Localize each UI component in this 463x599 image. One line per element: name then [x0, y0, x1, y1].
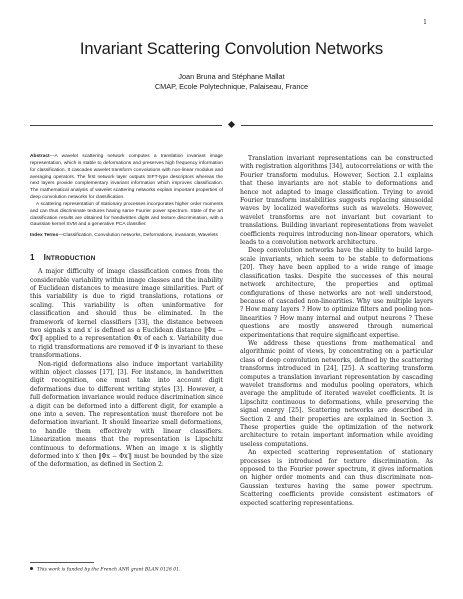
index-terms-paragraph — [30, 233, 223, 240]
body-paragraph: An expected scattering representation of stationary processes is introduced for texture discrimination. As opposed to the Fourier power spectrum, it gives information on higher order moments and can thus discriminate non-Gaussian textures having the same power spectrum. Scattering coefficients provide consistent estimators of expected scattering representations. — [240, 449, 433, 507]
body-paragraph: Translation invariant representations can be constructed with registration algorithms [34], autocorrelations or with the Fourier transform modulus. However, Section 2.1 explains that these invariants are not stable to deformations and hence not adapted to image classification. Trying to avoid Fourier transform instabilities suggests replacing sinusoidal waves by localized waveforms such as wavelets. However, wavelet transforms are not invariant but covariant to translations. Building invariant representations from wavelet coefficients requires introducing non-linear operators, which leads to a convolution network architecture. — [240, 155, 433, 247]
right-column — [240, 155, 433, 508]
section-number: 1 — [30, 253, 35, 263]
abstract-label: Abstract — [30, 154, 50, 159]
index-terms-text: —Classification, Convolution networks, Deformations, invariants, Wavelets — [58, 233, 218, 239]
left-column — [30, 154, 223, 470]
section-heading — [30, 253, 223, 262]
page-number: 1 — [423, 19, 427, 26]
footnote-rule — [30, 562, 94, 563]
author-block — [0, 72, 463, 92]
index-terms-label: Index Terms — [30, 233, 59, 239]
body-paragraph: Deep convolution networks have the ability to build large-scale invariants, which seem to be stable to deformations [20]. They have been applied to a wide range of image classification tasks. Despite the successes of this neural network architecture, the properties and optimal configurations of these networks are not well understood, because of cascaded non-linearities. Why use multiple layers ? How many layers ? How to optimize filters and pooling non-linearities ? How many internal and output neurons ? These questions are mostly answered through numerical experimentations that require significant expertise. — [240, 247, 433, 339]
section-title-initial: I — [43, 253, 47, 263]
abstract — [30, 154, 223, 229]
right-body — [240, 155, 433, 508]
abstract-paragraph-1 — [30, 154, 223, 202]
footnote-text: This work is funded by the French ANR grant BLAN 0126 01. — [37, 567, 181, 573]
affiliation: CMAP, Ecole Polytechnique, Palaiseau, France — [154, 82, 309, 91]
body-paragraph: A major difficulty of image classification comes from the considerable variability within image classes and the inability of Euclidean distances to measure image similarities. Part of this variability is due to rigid translations, rotations or scaling. This variability is often uninformative for classification and should thus be eliminated. In the framework of kernel classifiers [33], the distance between two signals x and x′ is defined as a Euclidean distance ‖Φx − Φx′‖ applied to a representation Φx of each x. Variability due to rigid transformations are removed if Φ is invariant to these transformations. — [30, 268, 223, 360]
paper-title: Invariant Scattering Convolution Networks — [79, 40, 384, 58]
abstract-paragraph-2: A scattering representation of stationary processes incorporates higher order moments and can thus discriminate textures having same Fourier power spectrum. State of the art classification results are obtained for handwritten digits and texture discrimination, with a Gaussian kernel SVM and a generative PCA classifier. — [30, 201, 223, 228]
separator-line-left — [30, 125, 222, 126]
bullet-icon — [30, 567, 33, 570]
title-separator — [30, 121, 433, 129]
footnote — [30, 567, 223, 573]
section-title-rest: NTRODUCTION — [46, 255, 96, 263]
diamond-icon — [228, 120, 235, 127]
left-body — [30, 268, 223, 470]
index-terms — [30, 233, 223, 240]
body-paragraph: We address these questions from mathematical and algorithmic point of views, by concentrating on a particular class of deep convolution networks, defined by the scattering transforms introduced in [24], [25]. A scattering transform computes a translation invariant representation by cascading wavelet transforms and modulus pooling operators, which average the amplitude of iterated wavelet coefficients. It is Lipschitz continuous to deformations, while preserving the signal energy [25]. Scattering networks are described in Section 2 and their properties are explained in Section 3. These properties guide the optimization of the network architecture to retain important information while avoiding useless computations. — [240, 339, 433, 448]
separator-line-right — [241, 125, 433, 126]
authors: Joan Bruna and Stéphane Mallat — [178, 72, 285, 81]
body-paragraph: Non-rigid deformations also induce important variability within object classes [17], [3]. For instance, in handwritten digit recognition, one must take into account digit deformations due to different writing styles [3]. However, a full deformation invariance would reduce discrimination since a digit can be deformed into a different digit, for example a one into a seven. The representation must therefore not be deformation invariant. It should linearize small deformations, to handle them effectively with linear classifiers. Linearization means that the representation is Lipschitz continuous to deformations. When an image x is slightly deformed into x′ then ‖Φx − Φx′‖ must be bounded by the size of the deformation, as defined in Section 2. — [30, 360, 223, 469]
abstract-text-1: —A wavelet scattering network computes a translation invariant image representation, which is stable to deformations and preserves high frequency information for classification. It cascades wavelet transform convolutions with non-linear modulus and averaging operators. The first network layer outputs SIFT-type descriptors whereas the next layers provide complementary invariant information which improves classification. The mathematical analysis of wavelet scattering networks explain important properties of deep convolution networks for classification. — [30, 154, 223, 201]
